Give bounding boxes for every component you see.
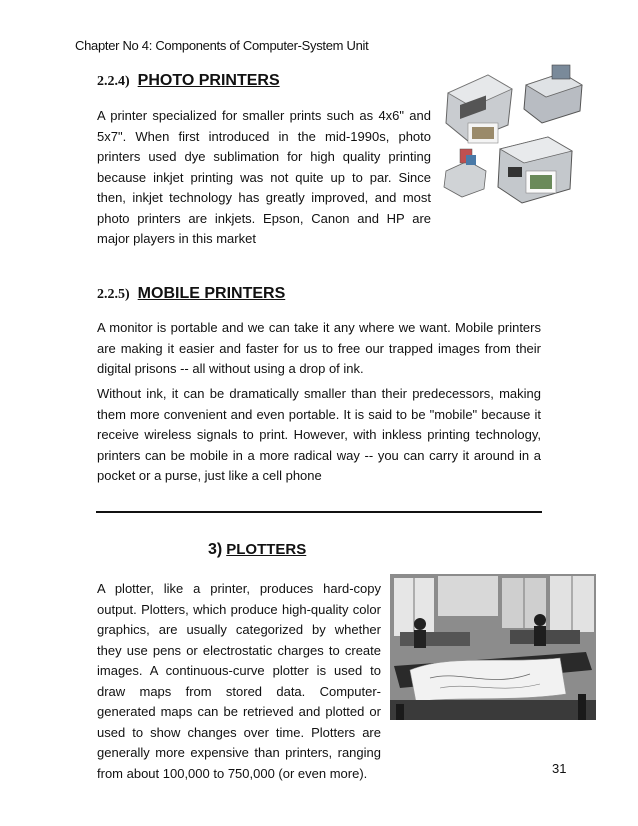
- section-number: 3): [208, 541, 223, 558]
- section-title: MOBILE PRINTERS: [137, 285, 286, 302]
- section-number: 2.2.5): [97, 287, 130, 302]
- photo-printer-illustration: [498, 137, 572, 203]
- photo-printers-image: [438, 63, 588, 213]
- photo-printer-illustration: [444, 149, 486, 197]
- page-number: 31: [552, 761, 567, 776]
- photo-printers-paragraph: A printer specialized for smaller prints such as 4x6" and 5x7". When first introduced in the mid-1990s, photo printers used dye sublimation for high quality printing because inkjet printing was not quite up to par. Since then, inkjet technology has greatly improved, and most photo printers are inkjets. Epson, Canon and HP are major players in this market: [97, 108, 431, 246]
- section-heading-photo-printers: [97, 72, 280, 90]
- plotters-paragraph: A plotter, like a printer, produces hard-copy output. Plotters, which produce high-quality color graphics, are usually categorized by whether they use pens or electrostatic charges to create images. A continuous-curve plotter is used to draw maps from stored data. Computer-generated maps can be retrieved and plotted or used to show changes over time. Plotters are generally more expensive than printers, ranging from about 100,000 to 750,000 (or even more).: [97, 581, 381, 781]
- plotter-photo: [390, 574, 596, 720]
- section-divider: [96, 511, 542, 513]
- section-title: PLOTTERS: [226, 541, 307, 558]
- section-number: 2.2.4): [97, 74, 130, 89]
- mobile-printers-paragraph-2: Without ink, it can be dramatically smaller than their predecessors, making them more convenient and even portable. It is said to be "mobile" because it receive wireless signals to print. However, with inkless printing technology, printers can be mobile in a more radical way -- you can carry it around in a pocket or a purse, just like a cell phone: [97, 386, 541, 483]
- chapter-header: Chapter No 4: Components of Computer-System Unit: [75, 38, 369, 53]
- mobile-printers-paragraph-1: A monitor is portable and we can take it any where we want. Mobile printers are making it easier and faster for us to free our trapped images from their digital prisons -- all without using a drop of ink.: [97, 320, 541, 376]
- photo-printer-illustration: [446, 75, 512, 143]
- section-heading-plotters: [208, 541, 306, 559]
- section-heading-mobile-printers: [97, 285, 285, 303]
- section-title: PHOTO PRINTERS: [137, 72, 280, 89]
- photo-printer-illustration: [524, 65, 582, 123]
